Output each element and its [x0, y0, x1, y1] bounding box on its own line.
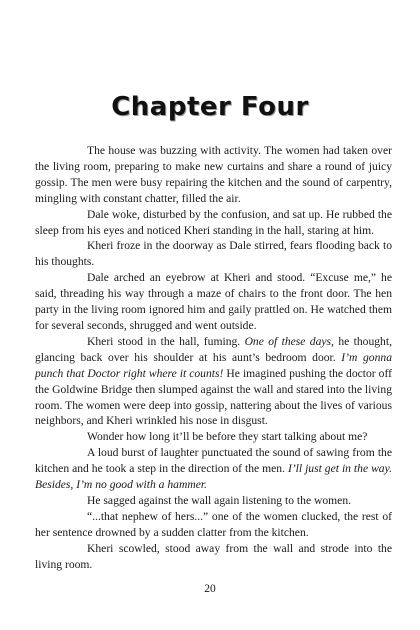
paragraph [35, 334, 392, 429]
text-run: He imagined pushing the doctor off the Goldwine Bridge then slumped against the wall and stared into the living room. The women were deep into gossip, nattering about the lives of various neighbors, and Kheri wrinkled his nose in disgust. [35, 366, 392, 428]
paragraph [35, 270, 392, 334]
paragraph [35, 493, 392, 509]
text-run: Kheri scowled, stood away from the wall and strode into the living room. [35, 541, 392, 571]
text-run: Kheri stood in the hall, fuming. [87, 334, 245, 348]
paragraph [35, 207, 392, 239]
italic-text: I’ll just get in the way. Besides, I’m no good with a hammer. [35, 462, 392, 492]
text-run: The house was buzzing with activity. The women had taken over the living room, preparing to make new curtains and share a round of juicy gossip. The men were busy repairing the kitchen and the sound of carpentry, mingling with constant chatter, filled the air. [35, 144, 392, 205]
text-run: he thought, glancing back over his shoulder at his aunt’s bedroom door. [35, 334, 392, 364]
paragraph [35, 509, 392, 541]
text-run: “...that nephew of hers...” one of the women clucked, the rest of her sentence drowned by a sudden clatter from the kitchen. [35, 509, 392, 539]
paragraph [35, 445, 392, 493]
paragraph [35, 541, 392, 573]
italic-text: One of these days, [244, 334, 334, 348]
italic-text: I’m gonna punch that Doctor right where it counts! [35, 350, 392, 380]
chapter-body [35, 143, 392, 572]
text-run: Wonder how long it’ll be before they start talking about me? [87, 430, 368, 444]
page-number: 20 [204, 583, 216, 595]
paragraph [35, 429, 392, 445]
text-run: He sagged against the wall again listening to the women. [87, 493, 352, 507]
paragraph [35, 143, 392, 207]
text-run: Dale arched an eyebrow at Kheri and stood. “Excuse me,” he said, threading his way through a maze of chairs to the front door. The hen party in the living room ignored him and gaily prattled on. He watched them for several seconds, shrugged and went outside. [35, 271, 392, 332]
paragraph [35, 238, 392, 270]
text-run: Dale woke, disturbed by the confusion, and sat up. He rubbed the sleep from his eyes and noticed Kheri standing in the hall, staring at him. [35, 207, 392, 237]
text-run: Kheri froze in the doorway as Dale stirred, fears flooding back to his thoughts. [35, 239, 392, 269]
text-run: A loud burst of laughter punctuated the sound of sawing from the kitchen and he took a step in the direction of the men. [35, 446, 392, 476]
chapter-title: Chapter Four [111, 92, 309, 122]
